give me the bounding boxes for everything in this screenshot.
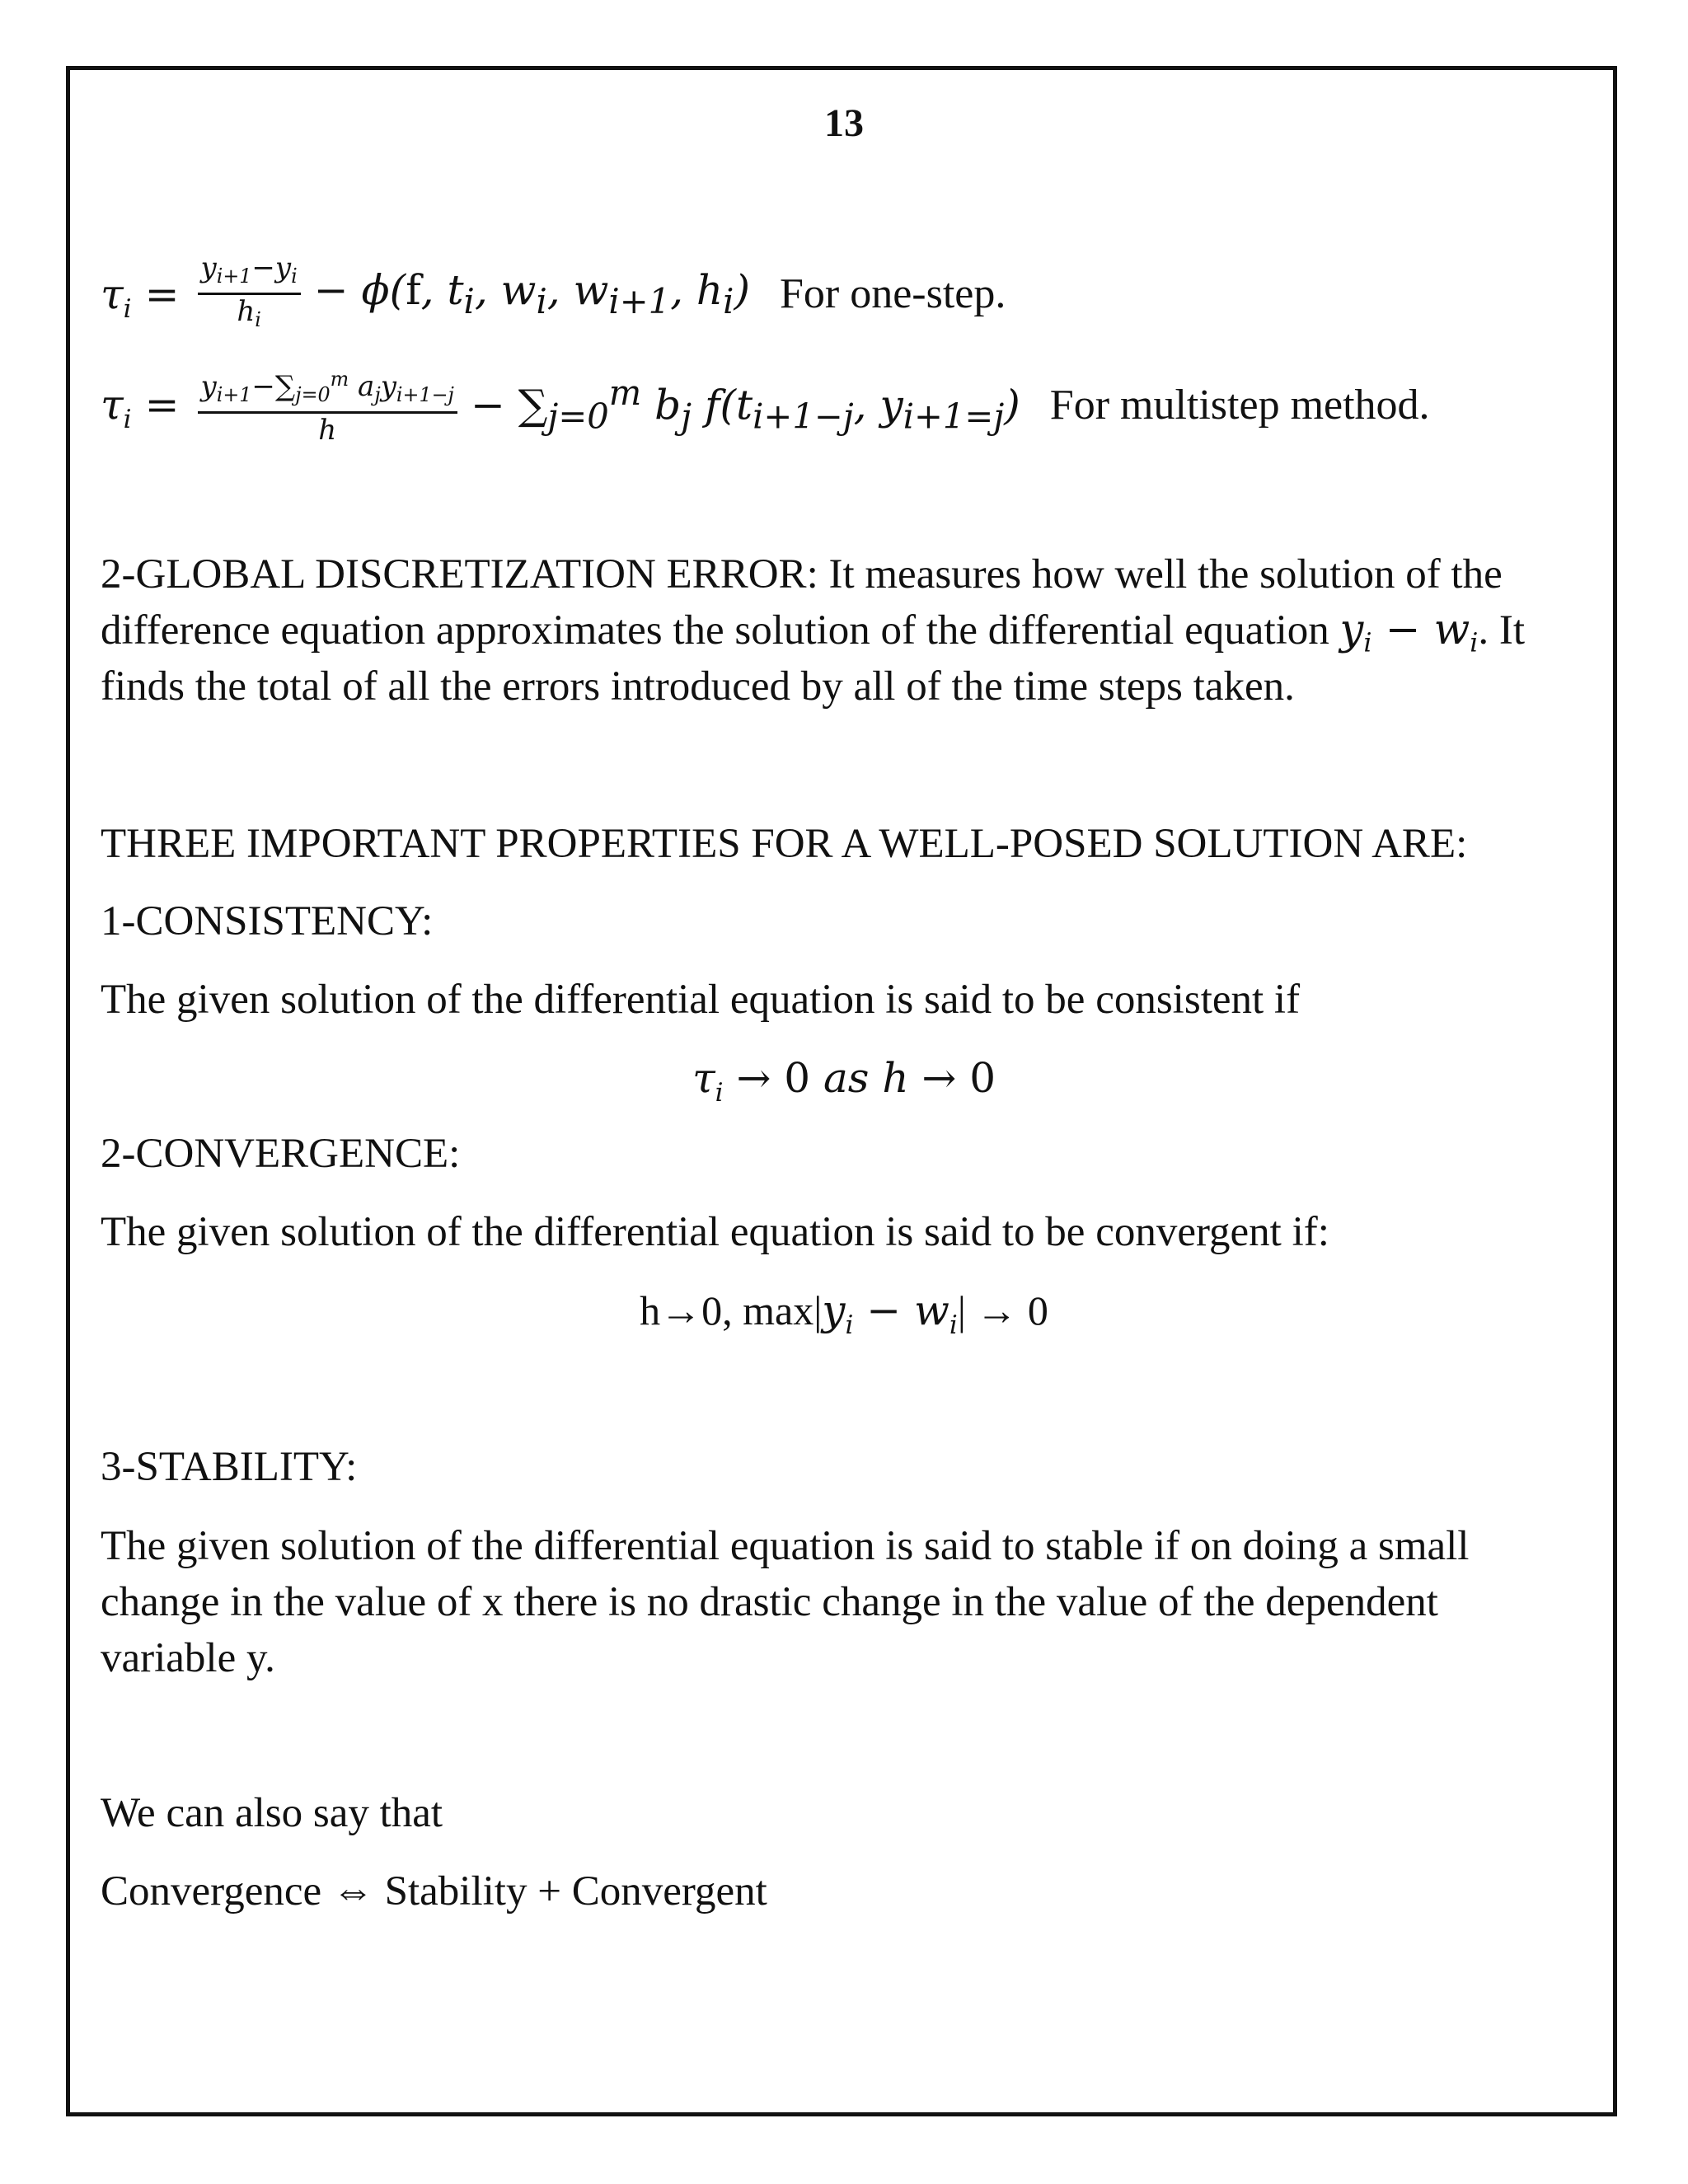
global-error-paragraph: 2-GLOBAL DISCRETIZATION ERROR: It measures how well the solution of the difference equation approximates the solution of the differential equation $y_i - w_i$. It finds the total of all the errors introduced by all of the time steps taken. <box>101 551 1526 710</box>
equals-sign: = <box>144 269 180 318</box>
equation-multistep <box>101 363 1430 447</box>
tau-symbol: $\tau_i$ <box>101 269 132 324</box>
convergence-formula: h→0, $\max|y_i - w_i| \to 0$ <box>640 1286 1048 1340</box>
fraction-numerator: $y_{i+1}-y_i$ <box>200 251 298 288</box>
tau-symbol: $\tau_i$ <box>101 381 132 434</box>
page-number: 13 <box>824 101 864 145</box>
consistency-heading: 1-CONSISTENCY: <box>101 898 434 944</box>
equation-rhs: − $\sum_{j=0}^m$ $b_j$ $f(t_{i+1-j}$, $y_{i+1=j}$) <box>470 373 1020 437</box>
equation-rhs: − ϕ(f, $t_i$, $w_i$, $w_{i+1}$, $h_i$) <box>313 266 750 322</box>
fraction-denominator: h <box>318 414 337 448</box>
equation-note: For one-step. <box>779 270 1006 318</box>
stability-heading: 3-STABILITY: <box>101 1444 358 1490</box>
convergence-heading: 2-CONVERGENCE: <box>101 1131 461 1177</box>
consistency-text: The given solution of the differential equation is said to be consistent if <box>101 977 1301 1023</box>
fraction-denominator: $h_i$ <box>237 295 261 332</box>
stability-text: The given solution of the differential equation is said to stable if on doing a small change in the value of x there is no drastic change in the value of the dependent variable y. <box>101 1523 1470 1681</box>
equation-note: For multistep method. <box>1049 381 1430 429</box>
fraction <box>198 251 301 336</box>
fraction-numerator: $y_{i+1}-\sum_{j=0}^m$ $a_jy_{i+1-j}$ <box>200 368 454 407</box>
conclusion-statement: Convergence ⇔ Stability + Convergent <box>101 1868 767 1915</box>
equals-sign: = <box>144 381 180 429</box>
consistency-formula: $\tau_i \to 0$ as h → 0 <box>692 1054 996 1108</box>
properties-heading: THREE IMPORTANT PROPERTIES FOR A WELL-POSED SOLUTION ARE: <box>101 821 1468 867</box>
convergence-text: The given solution of the differential equation is said to be convergent if: <box>101 1209 1329 1255</box>
equation-one-step <box>101 251 1006 336</box>
fraction <box>198 363 457 447</box>
conclusion-intro: We can also say that <box>101 1790 443 1836</box>
